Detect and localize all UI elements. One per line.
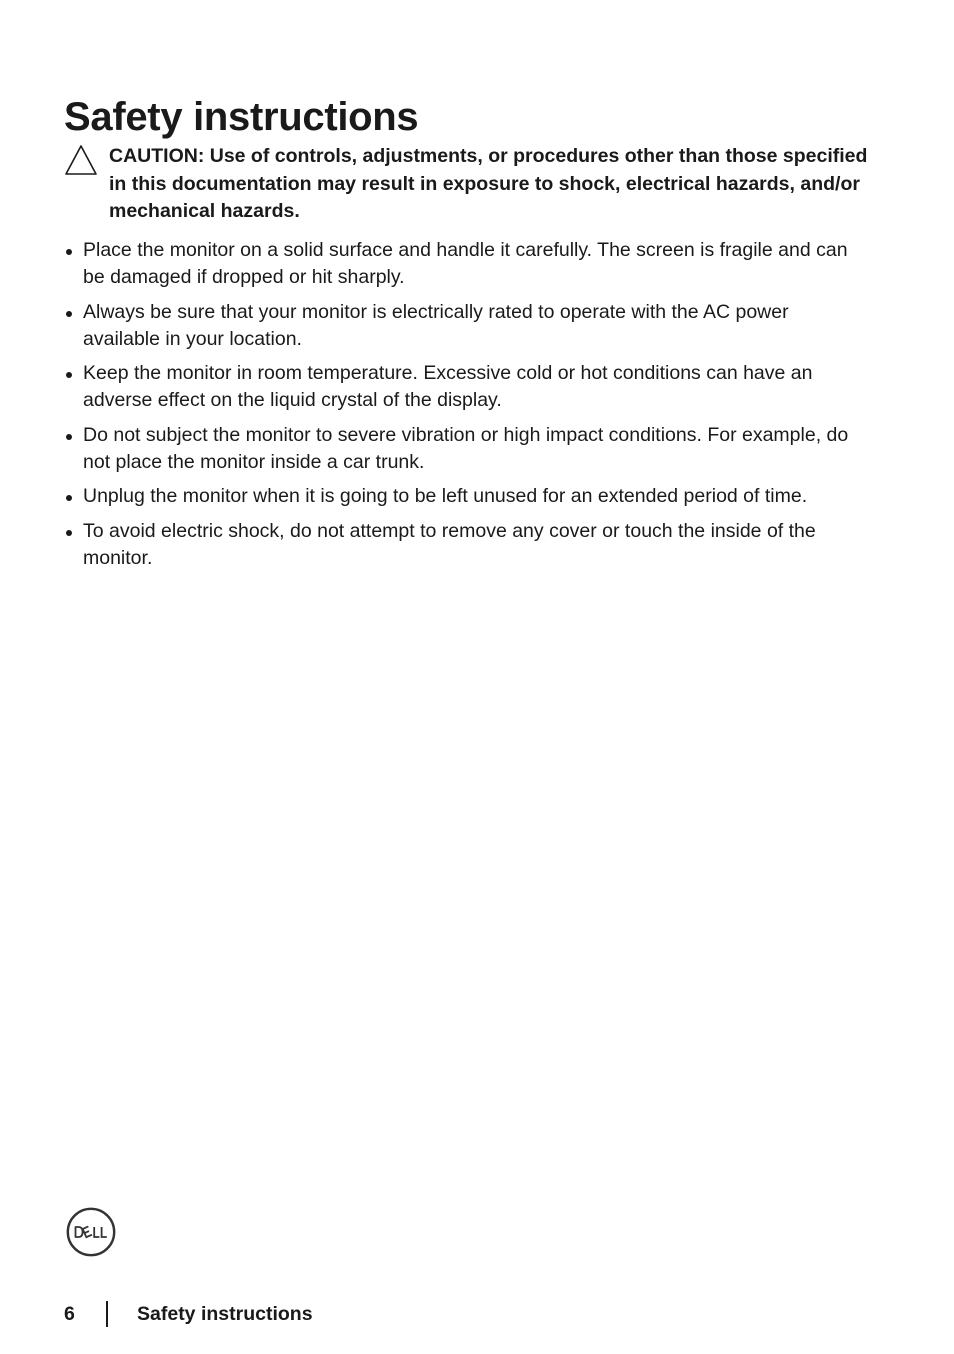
list-item-text: Always be sure that your monitor is electrically rated to operate with the AC power available in your location. [83,300,789,350]
caution-triangle-icon [64,144,98,176]
list-item [64,360,864,415]
list-item-text: Unplug the monitor when it is going to be left unused for an extended period of time. [83,485,808,508]
page-number: 6 [64,1303,75,1325]
bullet-dot-icon [66,372,72,378]
list-item [64,422,864,477]
list-item-text: Do not subject the monitor to severe vibration or high impact conditions. For example, do not place the monitor inside a car trunk. [83,423,849,474]
page-title: Safety instructions [64,95,419,139]
list-item [64,237,864,292]
dell-logo-icon [66,1207,116,1257]
list-item [64,299,864,354]
list-item-text: Keep the monitor in room temperature. Excessive cold or hot conditions can have an adverse effect on the liquid crystal of the display. [83,362,813,412]
list-item-text: To avoid electric shock, do not attempt to remove any cover or touch the inside of the monitor. [83,519,816,569]
bullet-dot-icon [66,495,72,501]
caution-text: CAUTION: Use of controls, adjustments, or procedures other than those specified in this documentation may result in exposure to shock, electrical hazards, and/or mechanical hazards. [109,145,868,222]
bullet-dot-icon [66,311,72,317]
safety-bullet-list [64,237,864,579]
list-item [64,483,864,510]
footer-divider [106,1301,108,1327]
bullet-dot-icon [66,434,72,440]
bullet-dot-icon [66,249,72,255]
footer-section-title: Safety instructions [137,1303,313,1325]
bullet-dot-icon [66,530,72,536]
list-item [64,518,864,573]
list-item-text: Place the monitor on a solid surface and handle it carefully. The screen is fragile and can be damaged if dropped or hit sharply. [83,239,848,289]
